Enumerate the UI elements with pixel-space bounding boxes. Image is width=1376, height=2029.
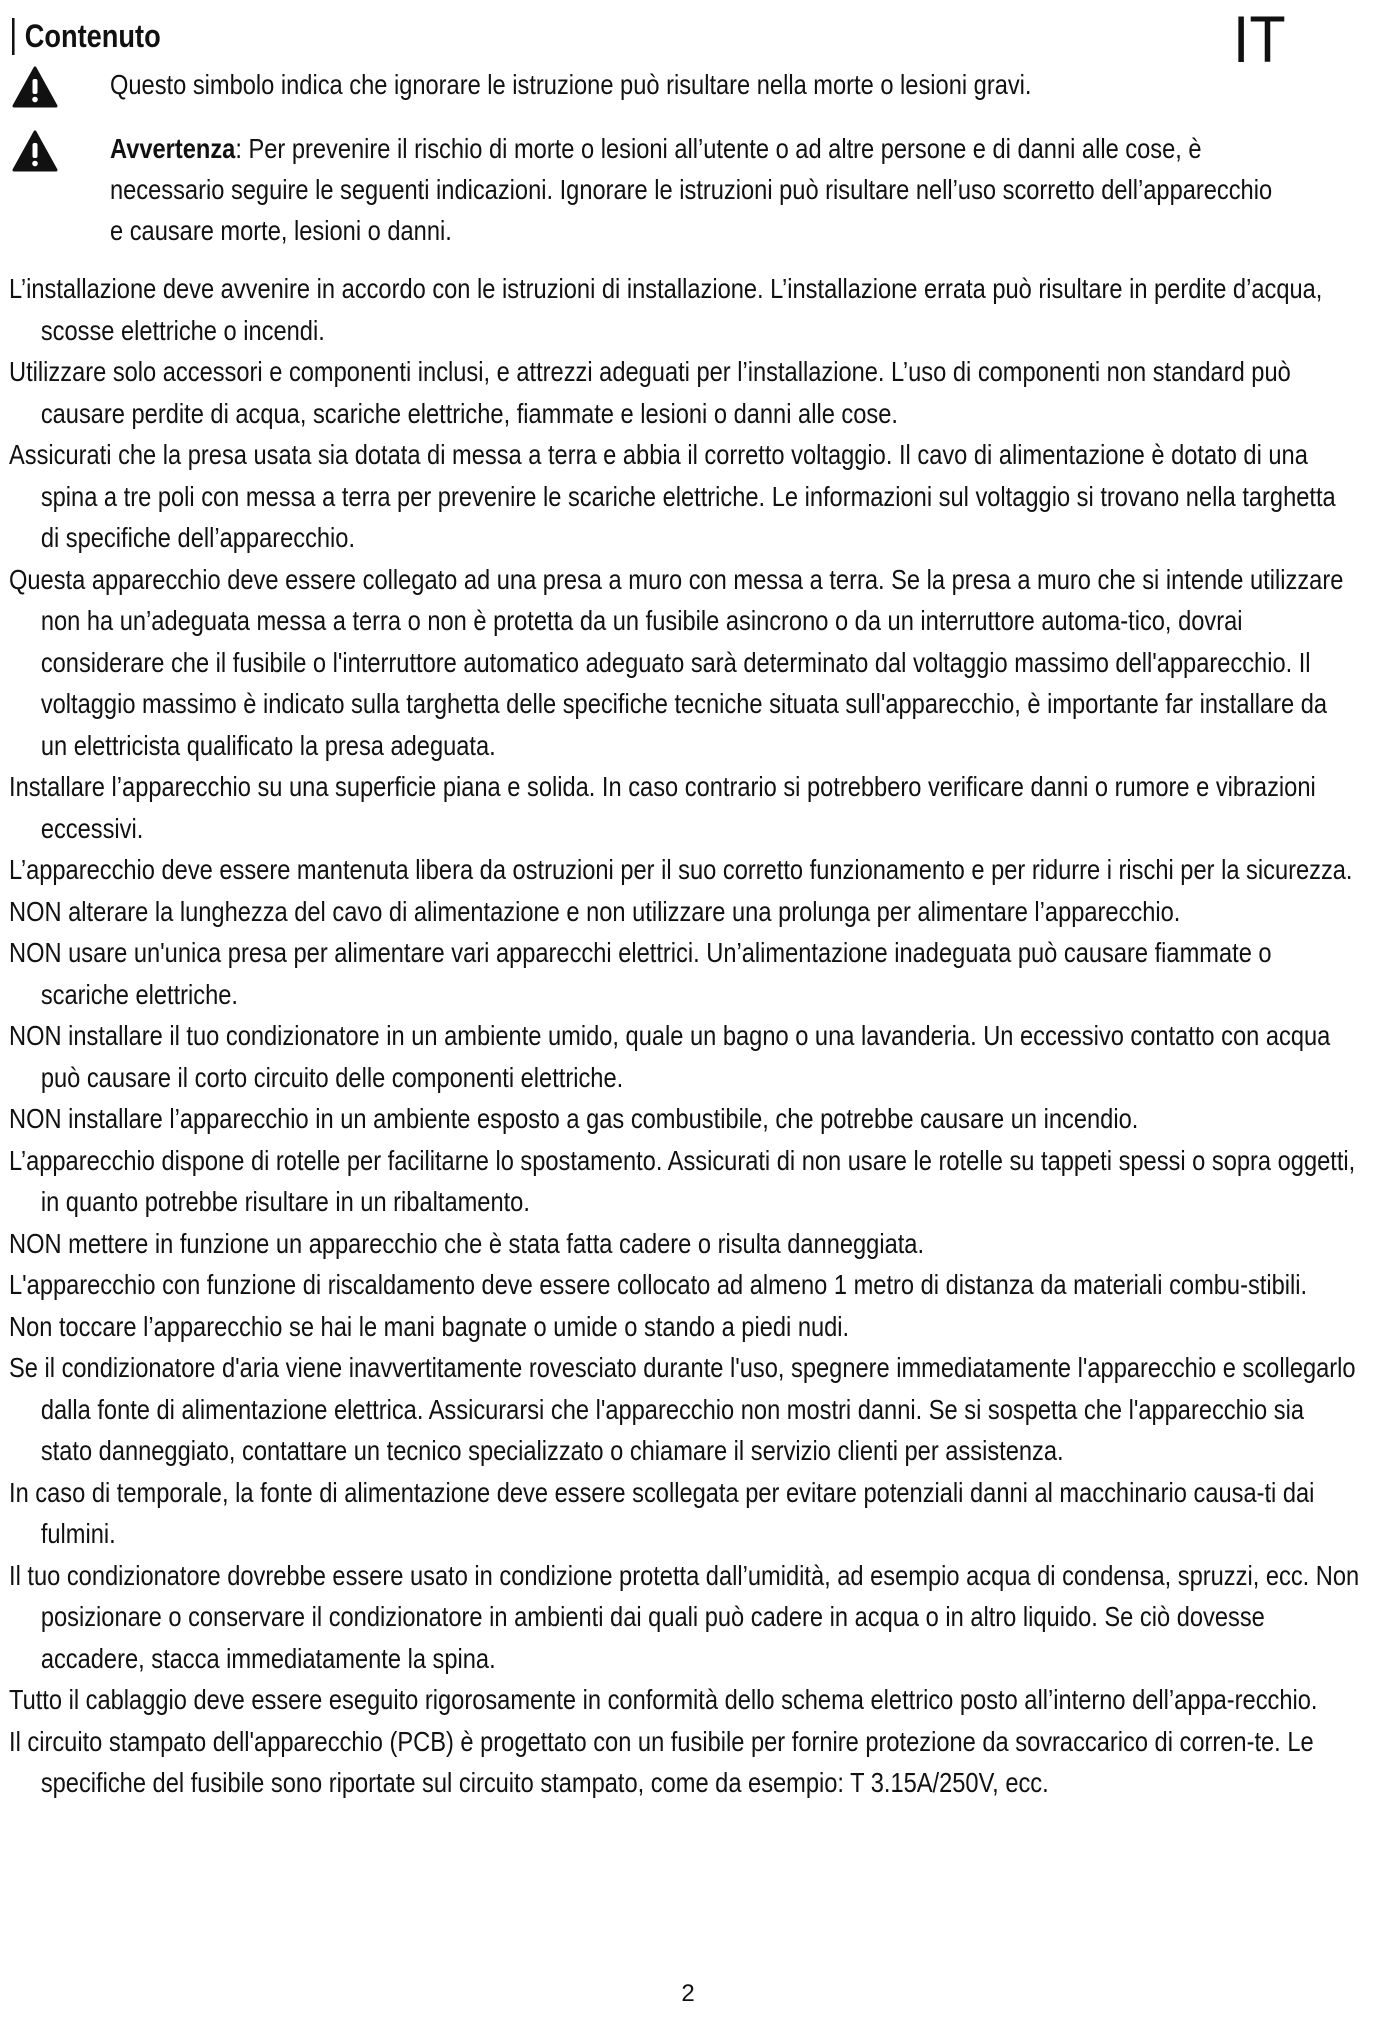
list-item: L’apparecchio deve essere mantenuta libera da ostruzioni per il suo corretto funzionamento e per ridurre i rischi per la sicurezza. (9, 854, 1353, 885)
list-item: Questa apparecchio deve essere collegato ad una presa a muro con messa a terra. Se la presa a muro che si intende utilizzare non ha un’adeguata messa a terra o non è protetta da un fusibile asincrono o da un interruttore automa-tico, dovrai considerare che il fusibile o l'interruttore automatico adeguato sarà determinato dal voltaggio massimo dell'apparecchio. Il voltaggio massimo è indicato sulla targhetta delle specifiche tecniche situata sull'apparecchio, è importante far installare da un elettricista qualificato la presa adeguata. (9, 563, 1344, 761)
list-item: Installare l’apparecchio su una superficie piana e solida. In caso contrario si potrebbero verificare danni o rumore e vibrazioni eccessivi. (9, 771, 1316, 844)
list-item: NON installare l’apparecchio in un ambiente esposto a gas combustibile, che potrebbe causare un incendio. (9, 1103, 1139, 1134)
list-item: L’installazione deve avvenire in accordo con le istruzioni di installazione. L’installazione errata può risultare in perdite d’acqua, scosse elettriche o incendi. (9, 273, 1323, 346)
safety-instructions-list (9, 268, 1359, 1804)
list-item: NON installare il tuo condizionatore in un ambiente umido, quale un bagno o una lavanderia. Un eccessivo contatto con acqua può causare il corto circuito delle componenti elettriche. (9, 1020, 1331, 1093)
list-item: Assicurati che la presa usata sia dotata di messa a terra e abbia il corretto voltaggio. Il cavo di alimentazione è dotato di una spina a tre poli con messa a terra per prevenire le scariche elettriche. Le informazioni sul voltaggio si trovano nella targhetta di specifiche dell’apparecchio. (9, 439, 1336, 553)
language-code: IT (1233, 2, 1286, 76)
warning-avvertenza (12, 128, 1352, 251)
warning-body: : Per prevenire il rischio di morte o lesioni all’utente o ad altre persone e di danni alle cose, è necessario seguire le seguenti indicazioni. Ignorare le istruzioni può risultare nell’uso scorretto dell’apparecchio e causare morte, lesioni o danni. (110, 133, 1273, 246)
warning-triangle-icon (12, 66, 58, 108)
warning-text (110, 128, 1280, 251)
list-item: NON alterare la lunghezza del cavo di alimentazione e non utilizzare una prolunga per alimentare l’apparecchio. (9, 895, 1181, 927)
section-title: Contenuto (12, 18, 161, 55)
list-item: Il circuito stampato dell'apparecchio (PCB) è progettato con un fusibile per fornire protezione da sovraccarico di corren-te. Le specifiche del fusibile sono riportate sul circuito stampato, come da esempio: T 3.15A/250V, ecc. (9, 1725, 1314, 1798)
warning-symbol-note (12, 64, 1352, 105)
list-item: In caso di temporale, la fonte di alimentazione deve essere scollegata per evitare potenziali danni al macchinario causa-ti dai fulmini. (9, 1476, 1315, 1549)
list-item: L’apparecchio dispone di rotelle per facilitarne lo spostamento. Assicurati di non usare le rotelle su tappeti spessi o sopra oggetti, in quanto potrebbe risultare in un ribaltamento. (9, 1144, 1356, 1217)
warning-triangle-icon (12, 130, 58, 172)
list-item: Utilizzare solo accessori e componenti inclusi, e attrezzi adeguati per l’installazione. L’uso di componenti non standard può causare perdite di acqua, scariche elettriche, fiammate e lesioni o danni alle cose. (9, 356, 1291, 429)
list-item: Tutto il cablaggio deve essere eseguito rigorosamente in conformità dello schema elettrico posto all’interno dell’appa-recchio. (9, 1684, 1318, 1715)
warning-label: Avvertenza (110, 133, 236, 164)
list-item: NON usare un'unica presa per alimentare vari apparecchi elettrici. Un’alimentazione inadeguata può causare fiammate o scariche elettriche. (9, 937, 1272, 1010)
warning-text: Questo simbolo indica che ignorare le istruzione può risultare nella morte o lesioni gravi. (110, 69, 1032, 100)
page-number: 2 (681, 1980, 695, 2007)
list-item: Il tuo condizionatore dovrebbe essere usato in condizione protetta dall’umidità, ad esempio acqua di condensa, spruzzi, ecc. Non posizionare o conservare il condizionatore in ambienti dai quali può cadere in acqua o in altro liquido. Se ciò dovesse accadere, stacca immediatamente la spina. (9, 1559, 1360, 1674)
list-item: NON mettere in funzione un apparecchio che è stata fatta cadere o risulta danneggiata. (9, 1227, 925, 1259)
list-item: Non toccare l’apparecchio se hai le mani bagnate o umide o stando a piedi nudi. (9, 1310, 850, 1342)
list-item: L'apparecchio con funzione di riscaldamento deve essere collocato ad almeno 1 metro di distanza da materiali combu-stibili. (9, 1269, 1308, 1300)
list-item: Se il condizionatore d'aria viene inavvertitamente rovesciato durante l'uso, spegnere immediatamente l'apparecchio e scollegarlo dalla fonte di alimentazione elettrica. Assicurarsi che l'apparecchio non mostri danni. Se si sospetta che l'apparecchio sia stato danneggiato, contattare un tecnico specializzato o chiamare il servizio clienti per assistenza. (9, 1352, 1356, 1466)
